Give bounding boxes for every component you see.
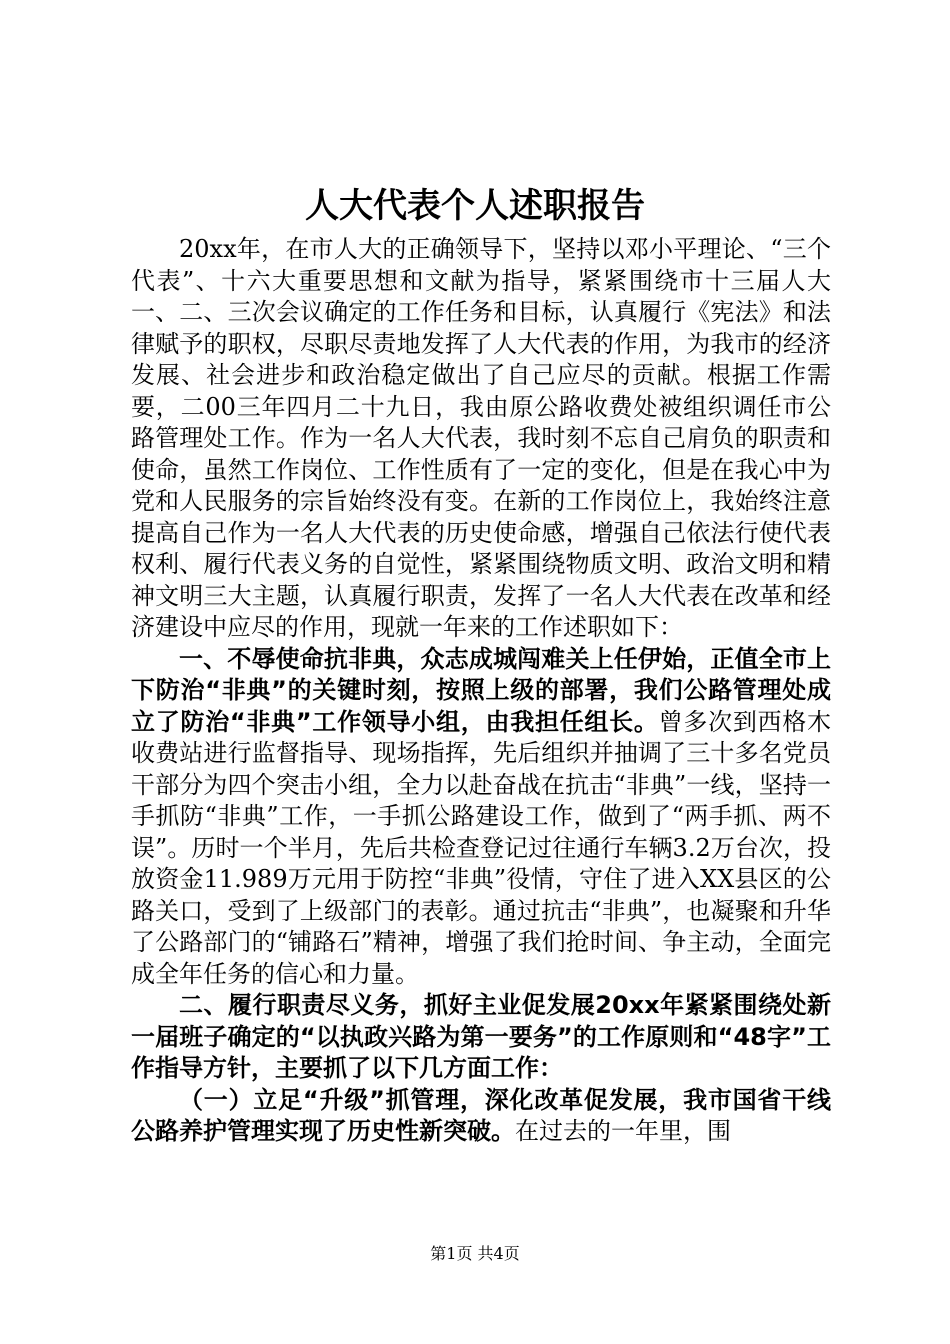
subsection-1-text: 在过去的一年里，围 bbox=[515, 1117, 731, 1145]
section-1-heading: 一、不辱使命抗非典，众志成城闯难关上任伊始，正值全市上下防治“非典”的关键时刻，按照上级的部署，我们公路管理处成立了防治“非典”工作领导小组，由我担任组长。 bbox=[131, 644, 831, 736]
section-1-text: 曾多次到西格木收费站进行监督指导、现场指挥，先后组织并抽调了三十多名党员干部分为四个突击小组，全力以赴奋战在抗击“非典”一线，坚持一手抓防“非典”工作，一手抓公路建设工作，做到了“两手抓、两不误”。历时一个半月，先后共检查登记过往通行车辆3.2万台次，投放资金11.989万元用于防控“非典”役情，守住了进入XX县区的公路关口，受到了上级部门的表彰。通过抗击“非典”，也凝聚和升华了公路部门的“铺路石”精神，增强了我们抢时间、争主动，全面完成全年任务的信心和力量。 bbox=[131, 707, 832, 988]
subsection-1-heading: （一）立足“升级”抓管理，深化改革促发展，我市国省干线公路养护管理实现了历史性新突破。 bbox=[131, 1085, 831, 1145]
paragraph-section-1 bbox=[131, 644, 831, 991]
section-2-heading: 二、履行职责尽义务，抓好主业促发展20xx年紧紧围绕处新一届班子确定的“以执政兴路为第一要务”的工作原则和“48字”工作指导方针，主要抓了以下几方面工作： bbox=[131, 991, 831, 1082]
paragraph-section-2 bbox=[131, 990, 831, 1085]
document-body bbox=[131, 234, 831, 1148]
paragraph-subsection-1 bbox=[131, 1085, 831, 1148]
paragraph-intro bbox=[131, 234, 831, 644]
paragraph-intro-text: 20xx年，在市人大的正确领导下，坚持以邓小平理论、“三个代表”、十六大重要思想和文献为指导，紧紧围绕市十三届人大一、二、三次会议确定的工作任务和目标，认真履行《宪法》和法律赋予的职权，尽职尽责地发挥了人大代表的作用，为我市的经济发展、社会进步和政治稳定做出了自己应尽的贡献。根据工作需要，二00三年四月二十九日，我由原公路收费处被组织调任市公路管理处工作。作为一名人大代表，我时刻不忘自己肩负的职责和使命，虽然工作岗位、工作性质有了一定的变化，但是在我心中为党和人民服务的宗旨始终没有变。在新的工作岗位上，我始终注意提高自己作为一名人大代表的历史使命感，增强自己依法行使代表权利、履行代表义务的自觉性，紧紧围绕物质文明、政治文明和精神文明三大主题，认真履行职责，发挥了一名人大代表在改革和经济建设中应尽的作用，现就一年来的工作述职如下： bbox=[131, 235, 831, 641]
document-title: 人大代表个人述职报告 bbox=[305, 186, 645, 226]
page-footer: 第1页 共4页 bbox=[430, 1244, 520, 1263]
